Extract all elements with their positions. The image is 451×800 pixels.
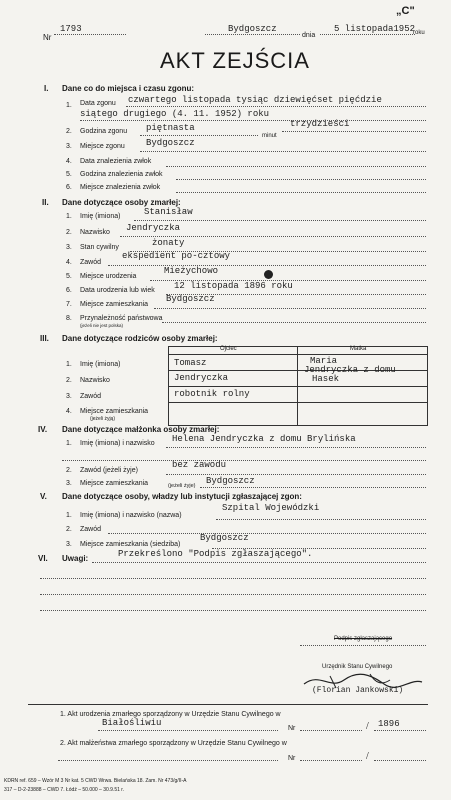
s1-item-3-num: 3. — [66, 143, 72, 150]
s2-item-6-num: 6. — [66, 287, 72, 294]
s2-item-2-num: 2. — [66, 229, 72, 236]
spouse-occupation: bez zawodu — [172, 460, 227, 470]
spouse-residence: Bydgoszcz — [206, 476, 255, 486]
s2-item-1-num: 1. — [66, 213, 72, 220]
remarks-text: Przekreślono "Podpis zgłaszającego". — [118, 549, 313, 559]
registrar-label: Urzędnik Stanu Cywilnego — [322, 664, 393, 670]
line — [166, 474, 426, 475]
section-6-number: VI. — [38, 554, 48, 563]
col-father: Ojciec — [220, 346, 237, 352]
col-mother: Matka — [350, 346, 367, 352]
s2-item-5-num: 5. — [66, 273, 72, 280]
s1-item-4-num: 4. — [66, 158, 72, 165]
line — [92, 562, 426, 563]
slash: / — [366, 751, 369, 762]
s1-item-6-num: 6. — [66, 184, 72, 191]
line — [300, 760, 362, 761]
death-minutes: trzydzieści — [290, 119, 350, 129]
s2-item-5-label: Miejsce urodzenia — [80, 273, 137, 280]
section-3-heading: Dane dotyczące rodziców osoby zmarłej: — [62, 334, 218, 343]
place-line — [205, 34, 300, 35]
registry-date: 5 listopada1952 — [334, 24, 416, 34]
father-first-name: Tomasz — [174, 358, 207, 368]
line — [374, 760, 426, 761]
line — [40, 610, 426, 611]
deceased-birthdate: 12 listopada 1896 roku — [174, 281, 293, 291]
section-4-heading: Dane dotyczące małżonka osoby zmarłej: — [62, 425, 220, 434]
deceased-birthplace: Mieżychowo — [164, 266, 219, 276]
s3-item-4-num: 4. — [66, 408, 72, 415]
line — [176, 179, 426, 180]
s4-item-2-label: Zawód (jeżeli żyje) — [80, 467, 138, 474]
minut-label: minut — [262, 133, 277, 139]
spouse-name: Helena Jendryczka z domu Brylińska — [172, 434, 356, 444]
section-6-heading: Uwagi: — [62, 554, 89, 563]
line — [58, 760, 278, 761]
reporter-signature-label: Podpis zgłaszającego — [334, 636, 393, 642]
line — [154, 308, 426, 309]
s5-item-2-num: 2. — [66, 526, 72, 533]
spouse-footnote: (jeżeli żyje) — [168, 483, 196, 489]
deceased-occupation: ekspedient po-cztowy — [122, 251, 231, 261]
s3-item-3-label: Zawód — [80, 393, 102, 400]
birth-record-nr-label: Nr — [288, 725, 296, 732]
s4-item-2-num: 2. — [66, 467, 72, 474]
s3-item-2-label: Nazwisko — [80, 377, 110, 384]
line — [62, 460, 426, 461]
line — [40, 594, 426, 595]
s2-item-1-label: Imię (imiona) — [80, 213, 121, 220]
section-5-number: V. — [40, 492, 47, 501]
mother-surname-line1: Jendryczka z domu — [304, 365, 396, 375]
section-2-heading: Dane dotyczące osoby zmarłej: — [62, 198, 181, 207]
s3-item-2-num: 2. — [66, 377, 72, 384]
marriage-record-label: 2. Akt małżeństwa zmarłego sporządzony w Urzędzie Stanu Cywilnego w — [60, 740, 287, 747]
imprint-line-1: KDRN ref. 659 – Wzór M 3 Nr kat. 5 CWD Wrwa. Bielańska 18. Zam. Nr 473/g/II-A — [4, 778, 187, 784]
line — [80, 120, 426, 121]
row-rule — [168, 386, 427, 387]
line — [176, 192, 426, 193]
line — [166, 447, 426, 448]
dnia-label: dnia — [302, 32, 316, 39]
s4-item-3-label: Miejsce zamieszkania — [80, 480, 149, 487]
deceased-residence: Bydgoszcz — [166, 294, 215, 304]
section-5-heading: Dane dotyczące osoby, władzy lub instytucji zgłaszającej zgon: — [62, 492, 302, 501]
father-surname: Jendryczka — [174, 373, 229, 383]
record-number: 1793 — [60, 24, 82, 34]
mother-first-name: Maria — [310, 356, 338, 366]
s3-item-4-label: Miejsce zamieszkania — [80, 408, 149, 415]
s5-item-1-num: 1. — [66, 512, 72, 519]
registrar-name: (Florian Jankowski) — [312, 686, 404, 695]
imprint-line-2: 317 – D-2-23888 – CWD 7. Łódź – 50.000 – 30.9.51 r. — [4, 787, 125, 793]
line — [108, 265, 426, 266]
form-code: „C" — [396, 5, 415, 17]
birth-record-place: Białośliwiu — [102, 718, 162, 728]
section-2-number: II. — [42, 198, 49, 207]
s2-item-2-label: Nazwisko — [80, 229, 110, 236]
record-number-line — [54, 34, 126, 35]
line — [374, 730, 426, 731]
s2-item-4-num: 4. — [66, 259, 72, 266]
s3-item-1-num: 1. — [66, 361, 72, 368]
line — [282, 131, 426, 132]
s1-item-4-label: Data znalezienia zwłok — [80, 158, 152, 165]
s2-item-8-label: Przynależność państwowa — [80, 315, 163, 322]
page-title: AKT ZEJŚCIA — [160, 48, 310, 73]
line — [162, 322, 426, 323]
s5-item-2-label: Zawód — [80, 526, 102, 533]
s1-item-5-num: 5. — [66, 171, 72, 178]
line — [166, 166, 426, 167]
s3-item-3-num: 3. — [66, 393, 72, 400]
section-1-number: I. — [44, 84, 49, 93]
parents-table-header-rule — [168, 354, 427, 355]
deceased-surname: Jendryczka — [126, 223, 181, 233]
s2-item-3-num: 3. — [66, 244, 72, 251]
s2-item-7-label: Miejsce zamieszkania — [80, 301, 149, 308]
section-3-number: III. — [40, 334, 49, 343]
line — [216, 519, 426, 520]
line — [98, 730, 278, 731]
s1-item-2-label: Godzina zgonu — [80, 128, 128, 135]
line — [108, 533, 426, 534]
s2-item-4-label: Zawód — [80, 259, 102, 266]
deceased-civil-status: żonaty — [152, 238, 185, 248]
s4-item-3-num: 3. — [66, 480, 72, 487]
section-4-number: IV. — [38, 425, 48, 434]
s2-item-3-label: Stan cywilny — [80, 244, 119, 251]
line — [120, 236, 426, 237]
s1-item-1-label: Data zgonu — [80, 100, 116, 107]
s1-item-2-num: 2. — [66, 128, 72, 135]
section-1-heading: Dane co do miejsca i czasu zgonu: — [62, 84, 195, 93]
birth-record-year: 1896 — [378, 719, 400, 729]
s1-item-5-label: Godzina znalezienia zwłok — [80, 171, 163, 178]
s4-item-1-num: 1. — [66, 440, 72, 447]
marriage-record-nr-label: Nr — [288, 755, 296, 762]
s4-item-1-label: Imię (imiona) i nazwisko — [80, 440, 155, 447]
s2-item-8-num: 8. — [66, 315, 72, 322]
row-rule — [168, 402, 427, 403]
reporter-name: Szpital Wojewódzki — [222, 503, 320, 513]
s1-item-6-label: Miejsce znalezienia zwłok — [80, 184, 161, 191]
death-date-line1: czwartego listopada tysiąc dziewięćset pięćdzie — [128, 95, 382, 105]
deceased-first-name: Stanisław — [144, 207, 193, 217]
line — [126, 106, 426, 107]
s5-item-1-label: Imię (imiona) i nazwisko (nazwa) — [80, 512, 182, 519]
parents-footnote: (jeżeli żyją) — [90, 416, 116, 422]
father-occupation: robotnik rolny — [174, 389, 250, 399]
s2-item-6-label: Data urodzenia lub wiek — [80, 287, 155, 294]
line — [300, 730, 362, 731]
death-date-line2: siątego drugiego (4. 11. 1952) roku — [80, 109, 270, 119]
s1-item-1-num: 1. — [66, 102, 72, 109]
registry-place: Bydgoszcz — [228, 24, 277, 34]
mother-surname-line2: Hasek — [312, 374, 340, 384]
s1-item-3-label: Miejsce zgonu — [80, 143, 125, 150]
line — [140, 151, 426, 152]
nationality-footnote: (jeżeli nie jest polska) — [80, 323, 124, 328]
death-place: Bydgoszcz — [146, 138, 195, 148]
s5-item-3-num: 3. — [66, 541, 72, 548]
footer-rule — [28, 704, 428, 705]
line — [300, 645, 426, 646]
roku-label: roku — [413, 30, 425, 36]
s2-item-7-num: 7. — [66, 301, 72, 308]
s5-item-3-label: Miejsce zamieszkania (siedziba) — [80, 541, 181, 548]
line — [40, 578, 426, 579]
date-line — [320, 34, 415, 35]
ink-seal-mark — [264, 270, 273, 279]
line — [134, 220, 426, 221]
s3-item-1-label: Imię (imiona) — [80, 361, 121, 368]
death-hour: piętnasta — [146, 123, 195, 133]
line — [200, 487, 426, 488]
line — [140, 135, 258, 136]
slash: / — [366, 721, 369, 732]
reporter-residence: Bydgoszcz — [200, 533, 249, 543]
birth-record-label: 1. Akt urodzenia zmarłego sporządzony w Urzędzie Stanu Cywilnego w — [60, 711, 281, 718]
nr-label: Nr — [43, 33, 52, 42]
